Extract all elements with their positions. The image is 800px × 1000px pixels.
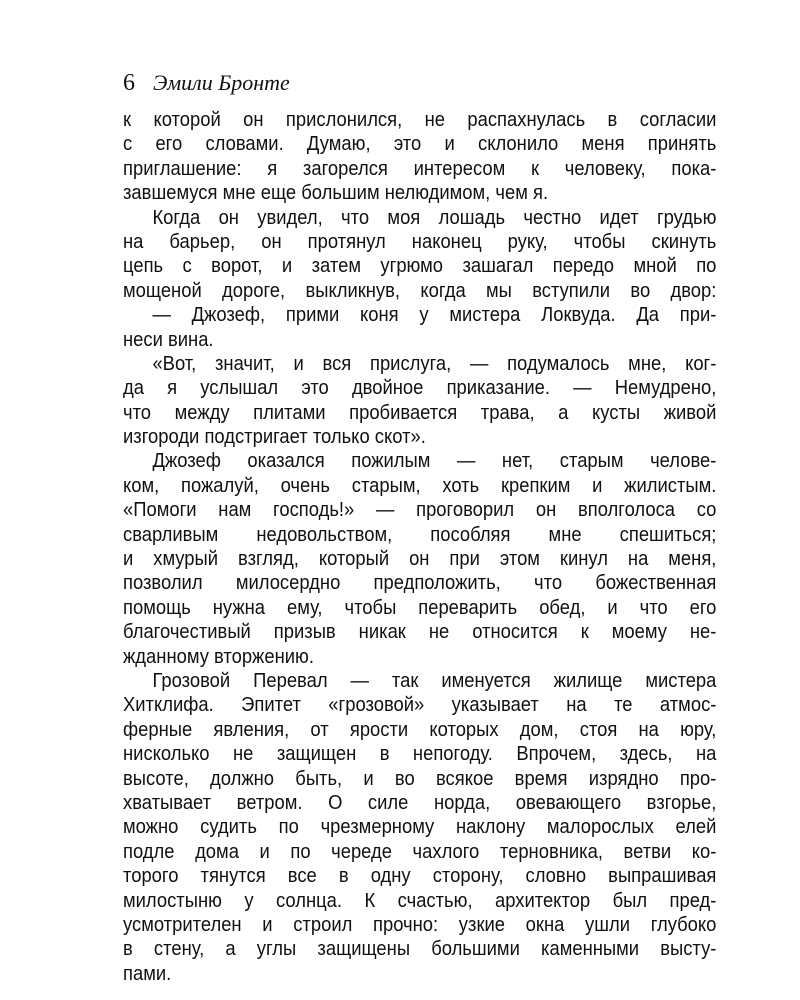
text-line: мощеной дороге, выкликнув, когда мы вступили во двор:	[123, 279, 717, 302]
text-line: — Джозеф, прими коня у мистера Локвуда. Да при-	[152, 304, 717, 327]
text-line: «Помоги нам господь!» — проговорил он вполголоса со	[123, 499, 717, 522]
page-header	[123, 69, 290, 97]
text-line: можно судить по чрезмерному наклону малорослых елей	[123, 816, 717, 839]
text-line: Грозовой Перевал — так именуется жилище мистера	[152, 669, 717, 692]
text-line: благочестивый призыв никак не относится к моему не-	[123, 621, 717, 644]
text-line: приглашение: я загорелся интересом к человеку, пока-	[123, 157, 717, 180]
text-line: да я услышал это двойное приказание. — Немудрено,	[123, 377, 717, 400]
text-line: жданному вторжению.	[123, 645, 314, 668]
text-line: «Вот, значит, и вся прислуга, — подумалось мне, ког-	[152, 352, 717, 375]
text-line: хватывает ветром. О силе норда, овевающего взгорье,	[123, 791, 717, 814]
text-line: милостыню у солнца. К счастью, архитектор был пред-	[123, 889, 717, 912]
text-line: и хмурый взгляд, который он при этом кинул на меня,	[123, 548, 717, 571]
paragraph	[123, 352, 717, 450]
text-line: Джозеф оказался пожилым — нет, старым челове-	[152, 450, 717, 473]
text-line: ком, пожалуй, очень старым, хоть крепким и жилистым.	[123, 474, 717, 497]
page-number: 6	[123, 70, 135, 96]
text-line: Когда он увидел, что моя лошадь честно идет грудью	[152, 206, 717, 229]
text-line: на барьер, он протянул наконец руку, чтобы скинуть	[123, 230, 717, 253]
text-line: сварливым недовольством, пособляя мне спешиться;	[123, 523, 717, 546]
text-line: к которой он прислонился, не распахнулась в согласии	[123, 109, 717, 131]
text-line: торого тянутся все в одну сторону, словно выпрашивая	[123, 865, 717, 888]
text-line: что между плитами пробивается трава, а кусты живой	[123, 401, 717, 424]
running-title: Эмили Бронте	[153, 70, 290, 95]
paragraph	[123, 669, 717, 986]
text-line: высоте, должно быть, и во всякое время изрядно про-	[123, 767, 717, 790]
text-line: пами.	[123, 962, 172, 985]
text-line: подле дома и по череде чахлого терновника, ветви ко-	[123, 840, 717, 863]
paragraph	[123, 206, 717, 304]
text-line: помощь нужна ему, чтобы переварить обед, и что его	[123, 596, 717, 619]
text-line: в стену, а углы защищены большими каменными высту-	[123, 938, 717, 961]
body-text	[123, 108, 717, 986]
text-line: завшемуся мне еще большим нелюдимом, чем я.	[123, 182, 549, 205]
text-line: Хитклифа. Эпитет «грозовой» указывает на те атмос-	[123, 694, 717, 717]
text-line: усмотрителен и строил прочно: узкие окна ушли глубоко	[123, 913, 717, 936]
text-line: нисколько не защищен в непогоду. Впрочем, здесь, на	[123, 743, 717, 766]
paragraph	[123, 303, 717, 352]
paragraph	[123, 449, 717, 669]
text-line: с его словами. Думаю, это и склонило меня принять	[123, 133, 717, 156]
text-line: изгороди подстригает только скот».	[123, 426, 426, 449]
text-line: цепь с ворот, и затем угрюмо зашагал передо мной по	[123, 255, 717, 278]
paragraph	[123, 108, 717, 206]
text-line: ферные явления, от ярости которых дом, стоя на юру,	[123, 718, 717, 741]
text-line: неси вина.	[123, 328, 214, 351]
text-line: позволил милосердно предположить, что божественная	[123, 572, 717, 595]
